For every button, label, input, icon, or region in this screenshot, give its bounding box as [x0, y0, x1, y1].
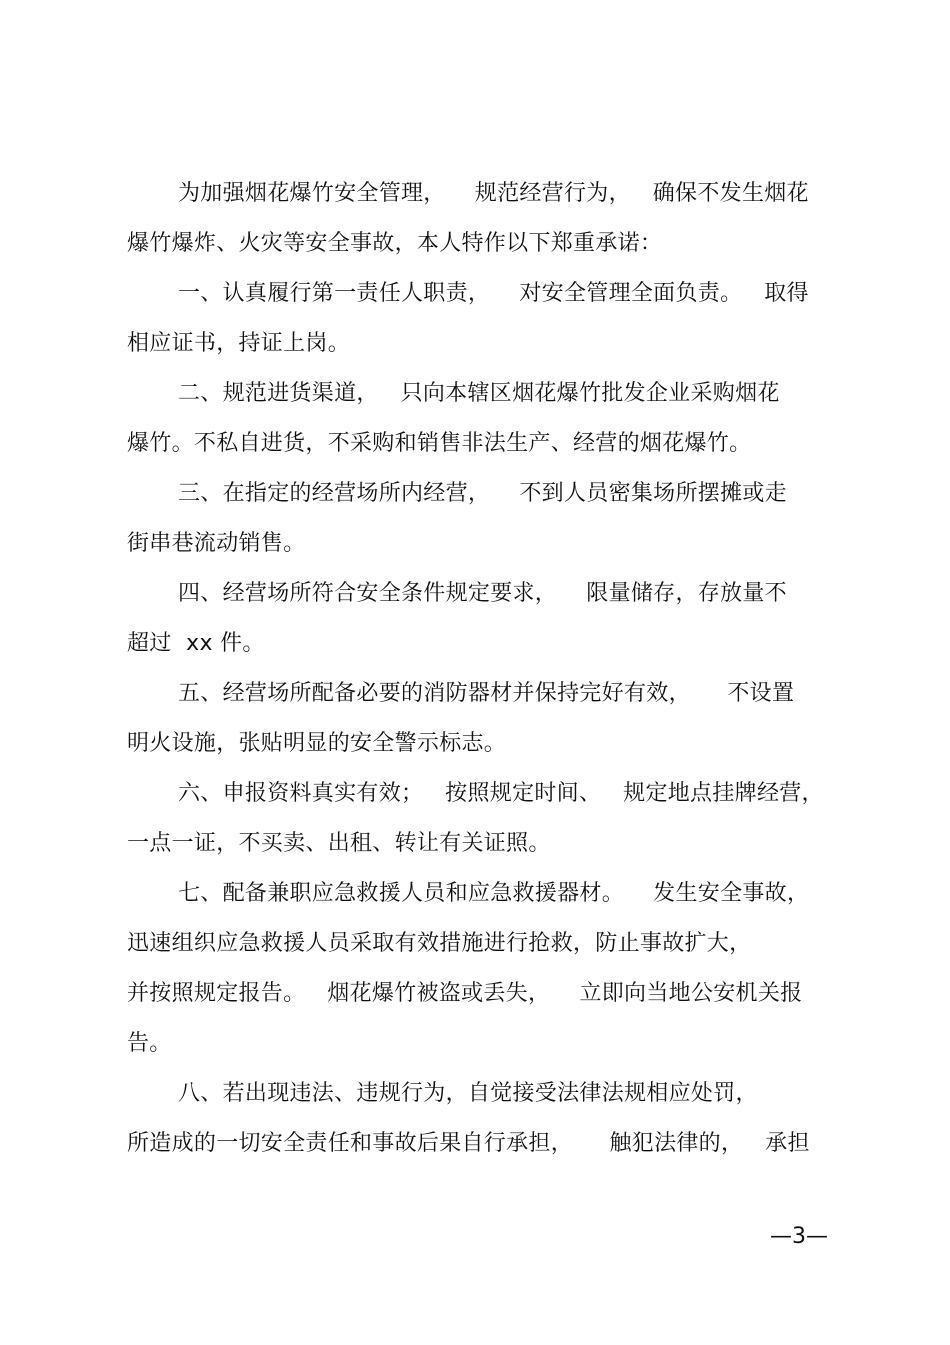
- clause-3-line-2: 街串巷流动销售。: [127, 531, 306, 556]
- clause-7-line-2: 迅速组织应急救援人员采取有效措施进行抢救，防止事故扩大，: [127, 931, 752, 956]
- clause-8-line-2: 所造成的一切安全责任和事故后果自行承担， 触犯法律的， 承担: [127, 1131, 810, 1156]
- clause-8-line-1: 八、若出现违法、违规行为，自觉接受法律法规相应处罚，: [178, 1081, 758, 1106]
- clause-2-line-1: 二、规范进货渠道， 只向本辖区烟花爆竹批发企业采购烟花: [178, 381, 780, 406]
- paragraph-intro-line-1: 为加强烟花爆竹安全管理， 规范经营行为， 确保不发生烟花: [178, 181, 809, 206]
- clause-7-line-1: 七、配备兼职应急救援人员和应急救援器材。 发生安全事故，: [178, 881, 810, 906]
- clause-5-line-1: 五、经营场所配备必要的消防器材并保持完好有效， 不设置: [178, 681, 795, 706]
- clause-5-line-2: 明火设施，张贴明显的安全警示标志。: [127, 731, 507, 756]
- clause-7-line-3: 并按照规定报告。 烟花爆竹被盗或丢失， 立即向当地公安机关报: [127, 981, 803, 1006]
- clause-1-line-2: 相应证书，持证上岗。: [127, 331, 351, 356]
- clause-3-line-1: 三、在指定的经营场所内经营， 不到人员密集场所摆摊或走: [178, 481, 787, 506]
- clause-4-line-2: 超过 xx 件。: [127, 631, 265, 656]
- paragraph-intro-line-2: 爆竹爆炸、火灾等安全事故，本人特作以下郑重承诺：: [127, 231, 663, 256]
- clause-6-line-1: 六、申报资料真实有效； 按照规定时间、 规定地点挂牌经营，: [178, 781, 824, 806]
- clause-6-line-2: 一点一证，不买卖、出租、转让有关证照。: [127, 831, 551, 856]
- clause-1-line-1: 一、认真履行第一责任人职责， 对安全管理全面负责。 取得: [178, 281, 809, 306]
- clause-4-line-1: 四、经营场所符合安全条件规定要求， 限量储存，存放量不: [178, 581, 787, 606]
- clause-2-line-2: 爆竹。不私自进货，不采购和销售非法生产、经营的烟花爆竹。: [127, 431, 752, 456]
- clause-7-line-4: 告。: [127, 1031, 172, 1056]
- page-number: —3—: [770, 1224, 828, 1249]
